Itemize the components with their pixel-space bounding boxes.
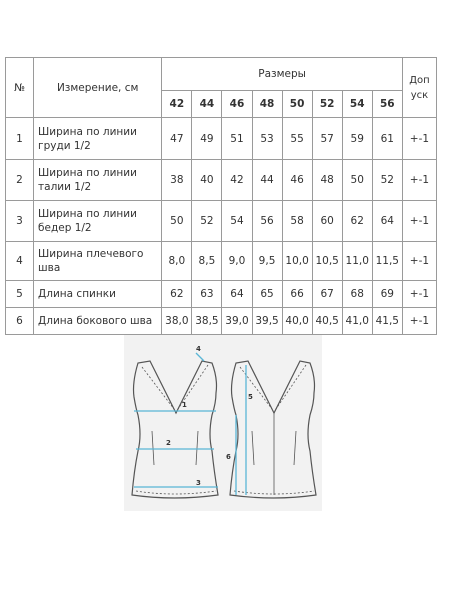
cell-value: 47 [162,118,192,160]
cell-value: 10,5 [312,242,342,281]
cell-value: 8,0 [162,242,192,281]
cell-value: 56 [252,201,282,242]
table-row [6,118,437,160]
size-label: 42 [162,91,192,118]
size-label: 44 [192,91,222,118]
size-chart-table [5,57,437,335]
cell-value: 11,0 [342,242,372,281]
row-measurement: Длина спинки [34,281,162,308]
cell-value: 67 [312,281,342,308]
cell-value: 68 [342,281,372,308]
cell-value: 38 [162,160,192,201]
mark-3: 3 [196,479,201,487]
cell-value: 64 [372,201,402,242]
mark-5: 5 [248,393,253,401]
cell-value: 63 [192,281,222,308]
row-number: 5 [6,281,34,308]
cell-value: 61 [372,118,402,160]
cell-value: 62 [162,281,192,308]
cell-value: 39,0 [222,308,252,335]
cell-value: 60 [312,201,342,242]
mark-6: 6 [226,453,231,461]
row-measurement [34,201,162,242]
header-tolerance [402,58,436,118]
table-header-row [6,58,437,91]
row-label-line2: бедер 1/2 [38,222,92,234]
row-label-line2: груди 1/2 [38,139,91,152]
row-label-line1: Ширина по линии [38,167,137,179]
header-tolerance-line2: уск [410,89,429,101]
cell-value: 50 [162,201,192,242]
cell-tolerance: +-1 [402,160,436,201]
row-label-line1: Ширина по линии [38,208,137,220]
header-number: № [6,58,34,118]
diagram-background [124,335,322,511]
cell-value: 10,0 [282,242,312,281]
cell-value: 53 [252,118,282,160]
cell-value: 51 [222,118,252,160]
cell-tolerance: +-1 [402,308,436,335]
cell-value: 9,0 [222,242,252,281]
cell-value: 38,5 [192,308,222,335]
size-label: 50 [282,91,312,118]
cell-value: 38,0 [162,308,192,335]
size-label: 54 [342,91,372,118]
cell-tolerance: +-1 [402,118,436,160]
size-label: 52 [312,91,342,118]
cell-value: 46 [282,160,312,201]
row-number: 3 [6,201,34,242]
row-label-line2: шва [38,262,61,274]
size-label: 48 [252,91,282,118]
cell-value: 41,0 [342,308,372,335]
cell-value: 58 [282,201,312,242]
table-row [6,242,437,281]
cell-value: 64 [222,281,252,308]
mark-1: 1 [182,401,187,409]
cell-tolerance: +-1 [402,201,436,242]
cell-value: 62 [342,201,372,242]
row-measurement: Длина бокового шва [34,308,162,335]
header-tolerance-line1: Доп [409,74,430,86]
size-label: 46 [222,91,252,118]
row-number: 1 [6,118,34,160]
table-row [6,281,437,308]
header-measurement: Измерение, см [34,58,162,118]
row-measurement [34,160,162,201]
cell-value: 69 [372,281,402,308]
cell-value: 54 [222,201,252,242]
cell-value: 57 [312,118,342,160]
mark-2: 2 [166,439,171,447]
garment-sketch [124,335,322,511]
table-row [6,201,437,242]
garment-measurement-diagram [124,335,322,511]
cell-value: 59 [342,118,372,160]
table-row [6,308,437,335]
row-number: 6 [6,308,34,335]
cell-value: 50 [342,160,372,201]
cell-value: 11,5 [372,242,402,281]
cell-value: 40,0 [282,308,312,335]
cell-value: 66 [282,281,312,308]
row-number: 4 [6,242,34,281]
header-sizes: Размеры [162,58,403,91]
cell-tolerance: +-1 [402,242,436,281]
cell-value: 42 [222,160,252,201]
mark-4: 4 [196,345,201,353]
cell-value: 41,5 [372,308,402,335]
row-number: 2 [6,160,34,201]
row-measurement [34,118,162,160]
cell-value: 40,5 [312,308,342,335]
cell-tolerance: +-1 [402,281,436,308]
cell-value: 52 [192,201,222,242]
size-label: 56 [372,91,402,118]
cell-value: 9,5 [252,242,282,281]
cell-value: 55 [282,118,312,160]
cell-value: 48 [312,160,342,201]
row-measurement [34,242,162,281]
cell-value: 44 [252,160,282,201]
cell-value: 49 [192,118,222,160]
table-row [6,160,437,201]
row-label-line1: Ширина по линии [38,125,137,138]
row-label-line1: Ширина плечевого [38,248,144,260]
cell-value: 39,5 [252,308,282,335]
cell-value: 8,5 [192,242,222,281]
cell-value: 65 [252,281,282,308]
cell-value: 40 [192,160,222,201]
row-label-line2: талии 1/2 [38,181,92,193]
cell-value: 52 [372,160,402,201]
